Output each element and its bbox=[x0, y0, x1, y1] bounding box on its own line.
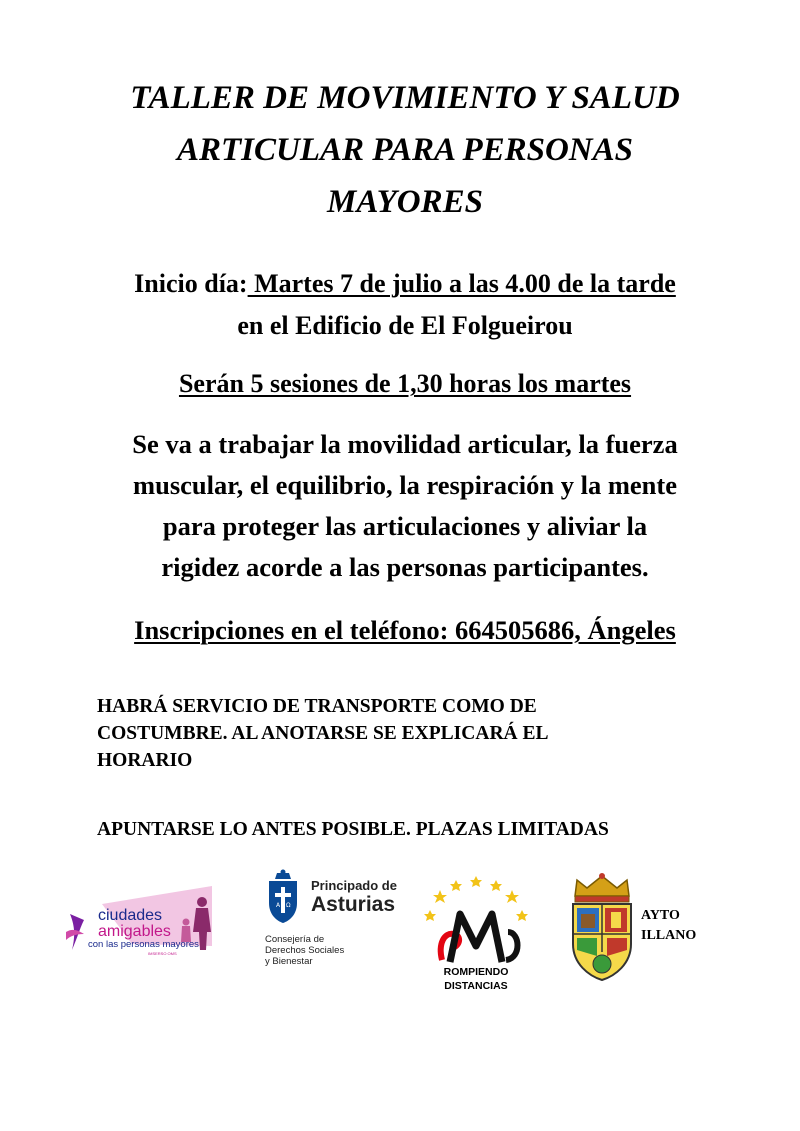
transport-line-2: COSTUMBRE. AL ANOTARSE SE EXPLICARÁ EL bbox=[97, 723, 549, 744]
rd-stars-logo-icon bbox=[420, 874, 532, 966]
sessions-line: Serán 5 sesiones de 1,30 horas los martes bbox=[178, 369, 632, 398]
asturias-line-3: Consejería de bbox=[265, 934, 325, 945]
description-line-2: muscular, el equilibrio, la respiración y la mente bbox=[133, 470, 677, 500]
title-line-2: ARTICULAR PARA PERSONAS bbox=[176, 132, 634, 168]
ciudades-line-4: IMSERSO OMS bbox=[148, 951, 177, 956]
asturias-line-2: Asturias bbox=[311, 893, 396, 916]
rompiendo-line-2: DISTANCIAS bbox=[444, 980, 508, 992]
ciudades-amigables-logo bbox=[62, 884, 220, 966]
illano-coat-of-arms-icon bbox=[567, 872, 637, 984]
signup-notice: APUNTARSE LO ANTES POSIBLE. PLAZAS LIMITADAS bbox=[97, 819, 609, 840]
ciudades-line-2: amigables bbox=[98, 923, 171, 940]
start-value: Martes 7 de julio a las 4.00 de la tarde bbox=[247, 269, 676, 298]
registration-line: Inscripciones en el teléfono: 664505686, Ángeles bbox=[134, 615, 676, 645]
ayto-line-1: AYTO bbox=[641, 908, 680, 923]
title-line-3: MAYORES bbox=[327, 184, 483, 220]
description-line-4: rigidez acorde a las personas participantes. bbox=[161, 552, 649, 582]
description bbox=[40, 424, 770, 588]
ayto-illano-label bbox=[641, 906, 696, 946]
poster-title bbox=[60, 72, 750, 228]
transport-line-1: HABRÁ SERVICIO DE TRANSPORTE COMO DE bbox=[97, 696, 537, 717]
ciudades-line-3: con las personas mayores bbox=[88, 939, 199, 950]
ayto-line-2: ILLANO bbox=[641, 928, 697, 943]
transport-line-3: HORARIO bbox=[97, 750, 193, 771]
asturias-crest-icon bbox=[265, 869, 301, 925]
description-line-1: Se va a trabajar la movilidad articular, la fuerza bbox=[132, 429, 678, 459]
rompiendo-line-1: ROMPIENDO bbox=[443, 966, 509, 978]
start-place: en el Edificio de El Folgueirou bbox=[237, 311, 573, 340]
asturias-logo bbox=[263, 867, 413, 969]
description-line-3: para proteger las articulaciones y aliviar la bbox=[162, 511, 648, 541]
rompiendo-distancias-logo bbox=[420, 874, 532, 994]
ciudades-line-1: ciudades bbox=[98, 907, 163, 924]
transport-notice bbox=[97, 693, 737, 774]
asturias-line-1: Principado de bbox=[311, 878, 397, 893]
svg-text:A: A bbox=[276, 902, 281, 909]
svg-text:Ω: Ω bbox=[286, 902, 291, 909]
start-label: Inicio día: bbox=[134, 269, 248, 298]
title-line-1: TALLER DE MOVIMIENTO Y SALUD bbox=[130, 80, 680, 116]
illano-coat-of-arms bbox=[567, 872, 637, 984]
asturias-line-4: Derechos Sociales bbox=[265, 945, 345, 956]
start-date-line bbox=[40, 266, 770, 302]
asturias-line-5: y Bienestar bbox=[265, 956, 313, 967]
